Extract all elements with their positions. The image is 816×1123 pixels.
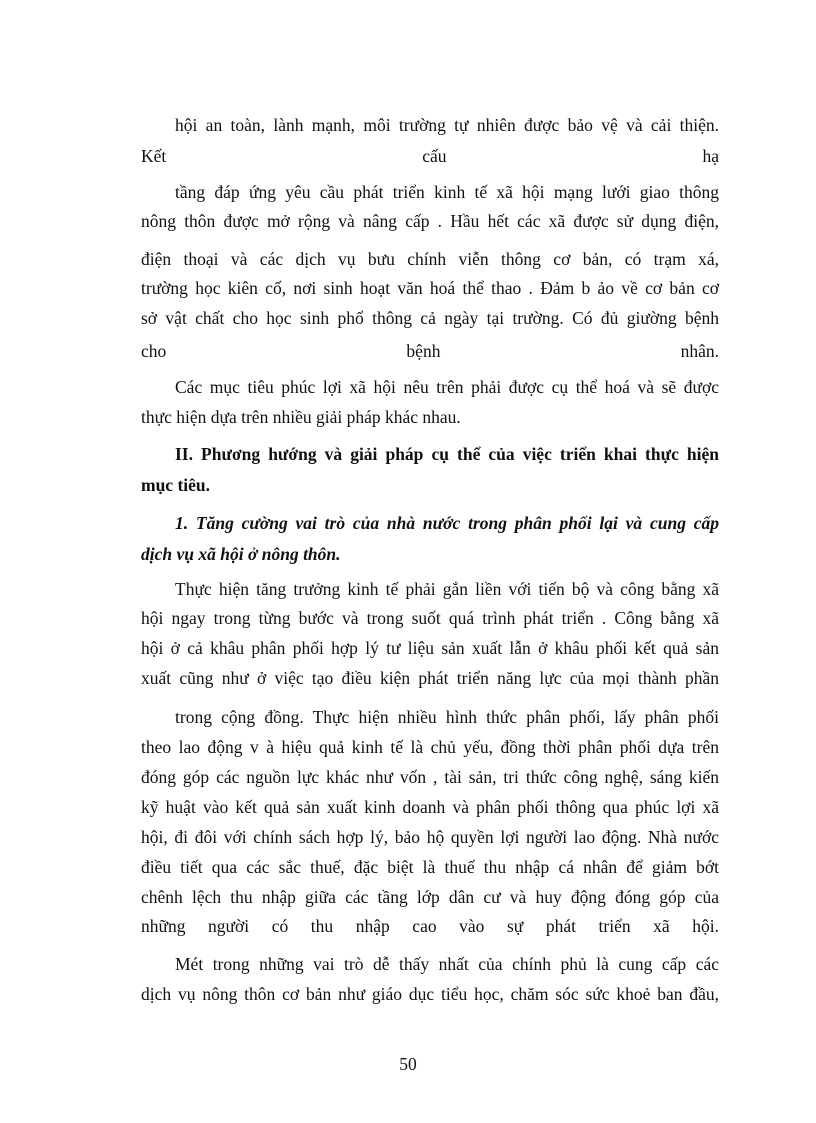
text-line: điện thoại và các dịch vụ bưu chính viễn thông cơ bản, có trạm xá,: [141, 249, 719, 269]
text-line: trường học kiên cố, nơi sinh hoạt văn hoá thể thao . Đảm b ảo về cơ bản cơ: [141, 278, 719, 298]
text-line: thực hiện dựa trên nhiều giải pháp khác nhau.: [141, 407, 461, 427]
text-line: đóng góp các nguồn lực khác như vốn , tài sản, tri thức công nghệ, sáng kiến: [141, 767, 719, 787]
text-line: dịch vụ nông thôn cơ bản như giáo dục tiểu học, chăm sóc sức khoẻ ban đầu,: [141, 984, 719, 1004]
text-line: xuất cũng như ở việc tạo điều kiện phát triển năng lực của mọi thành phần: [141, 668, 719, 688]
text-line: tầng đáp ứng yêu cầu phát triển kinh tế xã hội mạng lưới giao thông: [175, 182, 719, 202]
text-line: sở vật chất cho học sinh phổ thông cả ngày tại trường. Có đủ giường bệnh: [141, 308, 719, 328]
text-line: hội ở cả khâu phân phối hợp lý tư liệu sản xuất lẫn ở khâu phối kết quả sản: [141, 638, 719, 658]
text-line: Mét trong những vai trò dễ thấy nhất của chính phủ là cung cấp các: [175, 954, 719, 974]
text-line: nông thôn được mở rộng và nâng cấp . Hầu hết các xã được sử dụng điện,: [141, 211, 719, 231]
text-line: kỹ huật vào kết quả sản xuất kinh doanh và phân phối thông qua phúc lợi xã: [141, 797, 719, 817]
text-line: cho bệnh nhân.: [141, 341, 719, 361]
text-line: điều tiết qua các sắc thuế, đặc biệt là thuế thu nhập cá nhân để giảm bớt: [141, 857, 719, 877]
text-line: hội an toàn, lành mạnh, môi trường tự nhiên được bảo vệ và cải thiện.: [175, 115, 719, 135]
text-line: Các mục tiêu phúc lợi xã hội nêu trên phải được cụ thể hoá và sẽ được: [175, 377, 719, 397]
subsection-heading: 1. Tăng cường vai trò của nhà nước trong phân phối lại và cung cấp: [175, 513, 719, 533]
text-line: chênh lệch thu nhập giữa các tầng lớp dân cư và huy động đóng góp của: [141, 887, 719, 907]
text-line: Thực hiện tăng trưởng kinh tế phải gắn liền với tiến bộ và công bằng xã: [175, 579, 719, 599]
text-line: Kết cấu hạ: [141, 146, 719, 166]
subsection-heading: dịch vụ xã hội ở nông thôn.: [141, 544, 341, 564]
text-line: hội, đi đôi với chính sách hợp lý, bảo hộ quyền lợi người lao động. Nhà nước: [141, 827, 719, 847]
text-line: hội ngay trong từng bước và trong suốt quá trình phát triển . Công bằng xã: [141, 608, 719, 628]
text-line: trong cộng đồng. Thực hiện nhiều hình thức phân phối, lấy phân phối: [175, 707, 719, 727]
page-number: 50: [399, 1054, 417, 1074]
text-line: những người có thu nhập cao vào sự phát triển xã hội.: [141, 916, 719, 936]
section-heading: II. Phương hướng và giải pháp cụ thể của việc triển khai thực hiện: [175, 444, 719, 464]
text-line: theo lao động v à hiệu quả kinh tế là chủ yếu, đồng thời phân phối dựa trên: [141, 737, 719, 757]
section-heading: mục tiêu.: [141, 475, 211, 495]
